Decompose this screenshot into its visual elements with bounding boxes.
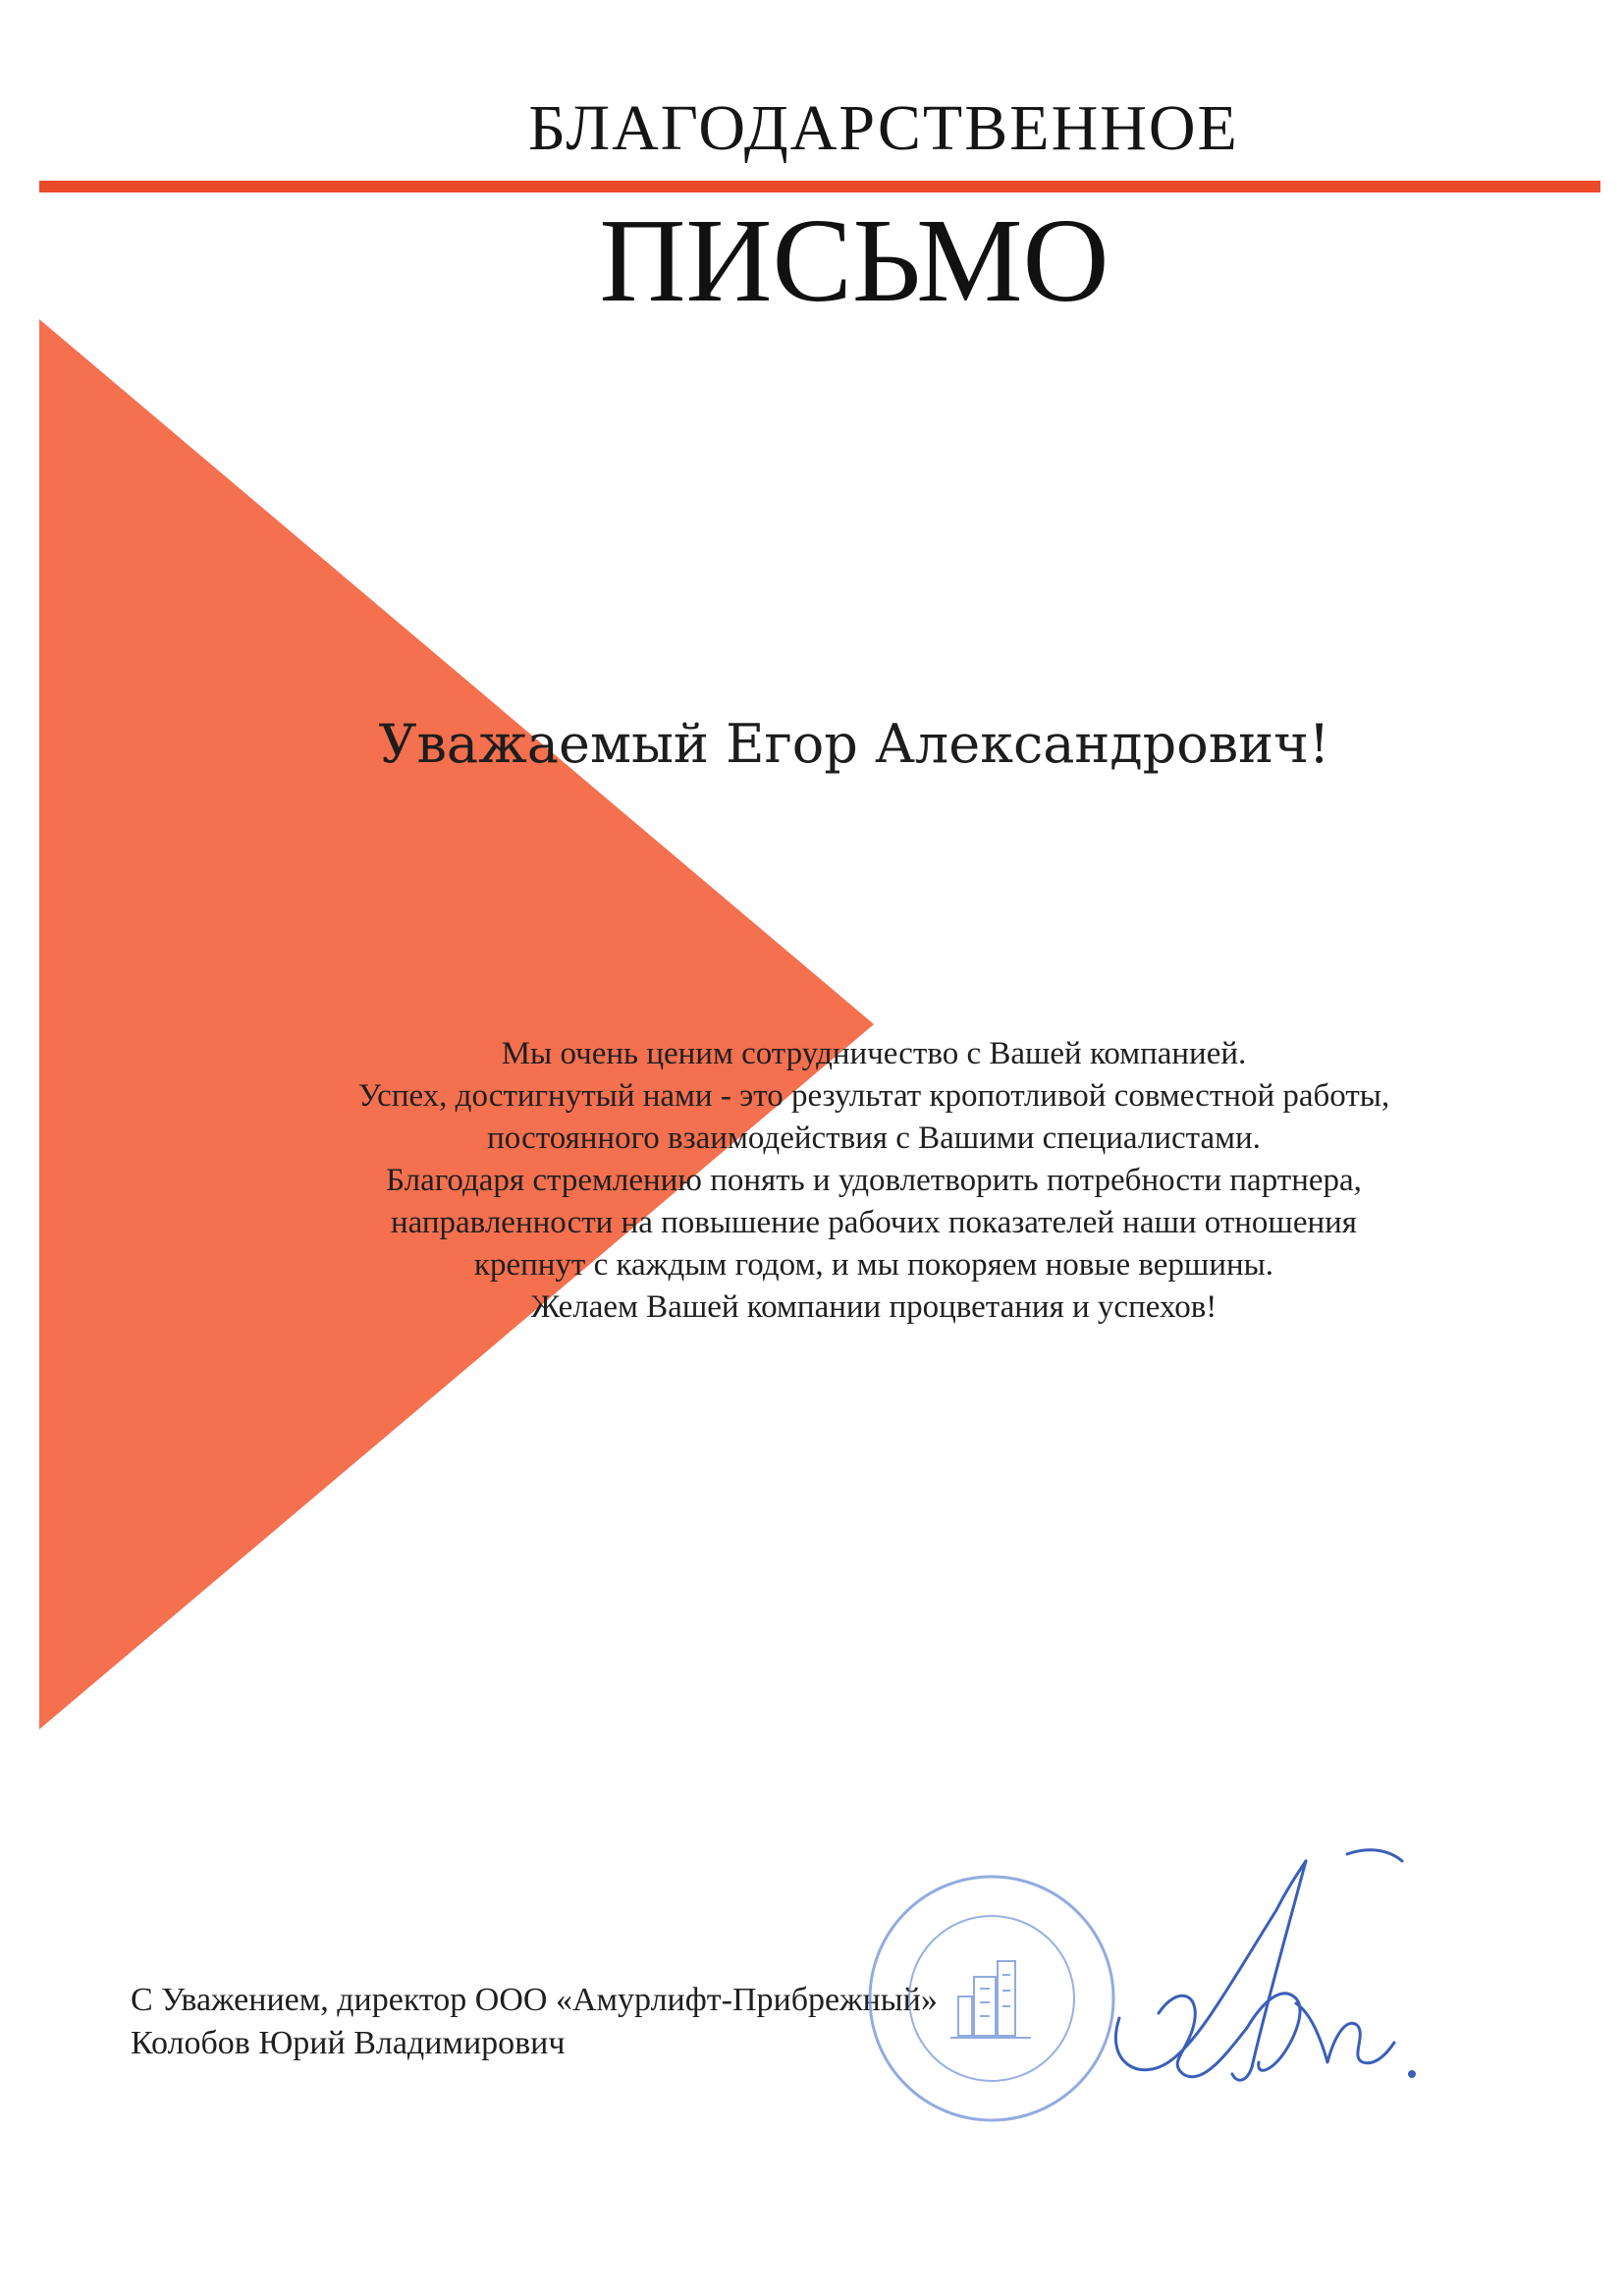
- decorative-triangle: [39, 319, 874, 1729]
- closing-line: С Уважением, директор ООО «Амурлифт-Прибрежный»: [131, 1982, 938, 2018]
- company-seal-icon: [864, 1871, 1119, 2126]
- handwritten-signature: [1100, 1817, 1424, 2141]
- body-line: постоянного взаимодействия с Вашими специалистами.: [487, 1121, 1261, 1156]
- letter-body: [196, 1033, 1551, 1329]
- salutation: Уважаемый Егор Александрович!: [378, 713, 1330, 775]
- body-line: Мы очень ценим сотрудничество с Вашей компанией.: [501, 1036, 1247, 1071]
- body-line: Успех, достигнутый нами - это результат кропотливой совместной работы,: [357, 1078, 1390, 1114]
- body-line: крепнут с каждым годом, и мы покоряем новые вершины.: [473, 1247, 1274, 1283]
- body-line: Желаем Вашей компании процветания и успехов!: [530, 1289, 1217, 1325]
- closing-block: [131, 1979, 938, 2065]
- title-line-2: ПИСЬМО: [599, 194, 1109, 327]
- body-line: направленности на повышение рабочих показателей наши отношения: [391, 1205, 1357, 1240]
- signer-name: Колобов Юрий Владимирович: [131, 2025, 566, 2061]
- header-rule: [39, 181, 1600, 192]
- body-line: Благодаря стремлению понять и удовлетворить потребности партнера,: [386, 1163, 1362, 1198]
- title-line-1: БЛАГОДАРСТВЕННОЕ: [528, 92, 1239, 164]
